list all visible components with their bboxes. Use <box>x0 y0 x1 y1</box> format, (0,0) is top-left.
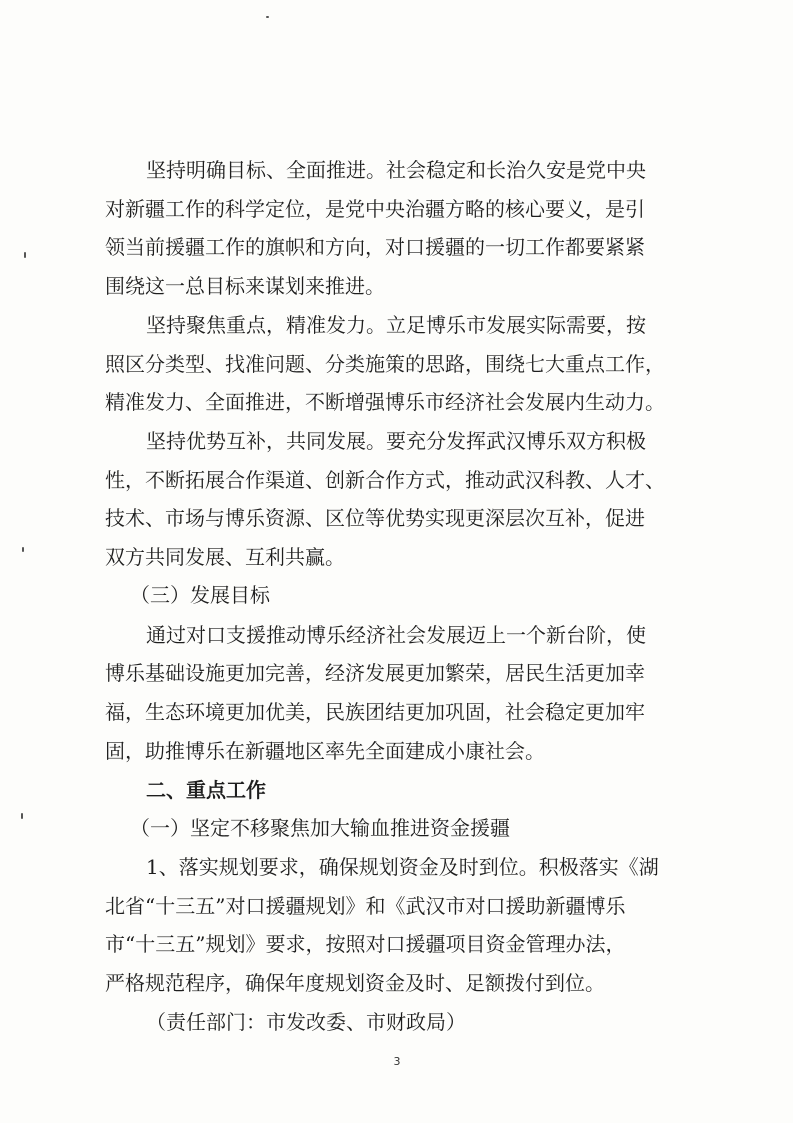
paragraph-line: 固，助推博乐在新疆地区率先全面建成小康社会。 <box>105 739 545 763</box>
paragraph-line: 福，生态环境更加优美，民族团结更加巩固，社会稳定更加牢 <box>105 700 645 724</box>
scan-speck <box>266 16 269 18</box>
paragraph-line: 对新疆工作的科学定位，是党中央治疆方略的核心要义，是引 <box>105 197 645 221</box>
paragraph-line: 1、落实规划要求，确保规划资金及时到位。积极落实《湖 <box>146 855 659 879</box>
page-number: 3 <box>393 1055 401 1068</box>
paragraph-line: 市“十三五”规划》要求，按照对口援疆项目资金管理办法， <box>105 932 626 956</box>
paragraph-line: 领当前援疆工作的旗帜和方向，对口援疆的一切工作都要紧紧 <box>105 235 645 259</box>
section-heading: （三）发展目标 <box>130 583 270 607</box>
paragraph-line: 围绕这一总目标来谋划来推进。 <box>105 274 385 298</box>
paragraph-line: 北省“十三五”对口援疆规划》和《武汉市对口援助新疆博乐 <box>105 894 626 918</box>
paragraph-line: 技术、市场与博乐资源、区位等优势实现更深层次互补，促进 <box>105 506 645 530</box>
responsibility-note: （责任部门：市发改委、市财政局） <box>146 1010 466 1034</box>
paragraph-line: 坚持聚焦重点，精准发力。立足博乐市发展实际需要，按 <box>146 313 646 337</box>
paragraph-line: 通过对口支援推动博乐经济社会发展迈上一个新台阶，使 <box>146 623 646 647</box>
paragraph-line: 严格规范程序，确保年度规划资金及时、足额拨付到位。 <box>105 971 605 995</box>
paragraph-line: 坚持优势互补，共同发展。要充分发挥武汉博乐双方积极 <box>146 429 646 453</box>
section-heading: （一）坚定不移聚焦加大输血推进资金援疆 <box>130 816 510 840</box>
scan-speck <box>24 252 26 258</box>
paragraph-line: 博乐基础设施更加完善，经济发展更加繁荣，居民生活更加幸 <box>105 661 645 685</box>
paragraph-line: 坚持明确目标、全面推进。社会稳定和长治久安是党中央 <box>146 158 646 182</box>
paragraph-line: 双方共同发展、互利共赢。 <box>105 545 345 569</box>
chapter-heading: 二、重点工作 <box>146 778 266 802</box>
paragraph-line: 性，不断拓展合作渠道、创新合作方式，推动武汉科教、人才、 <box>105 468 665 492</box>
scan-speck <box>22 547 24 552</box>
paragraph-line: 精准发力、全面推进，不断增强博乐市经济社会发展内生动力。 <box>105 390 665 414</box>
scan-speck <box>21 813 23 819</box>
paragraph-line: 照区分类型、找准问题、分类施策的思路，围绕七大重点工作， <box>105 352 665 376</box>
